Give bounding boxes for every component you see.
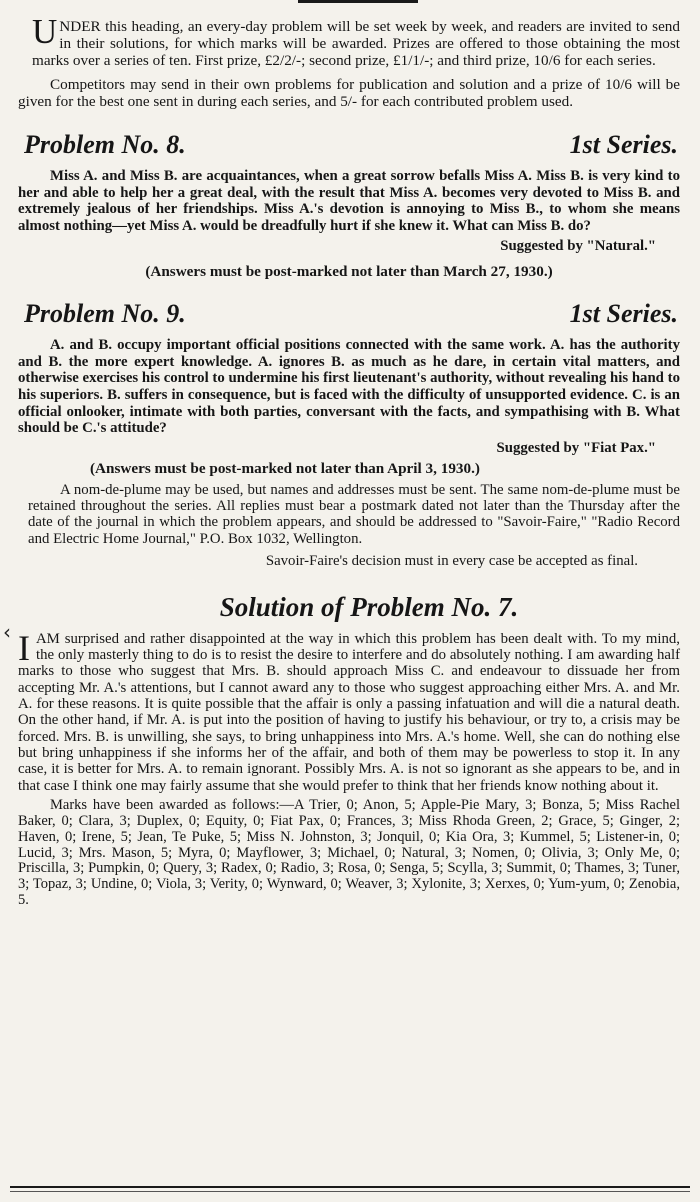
problem-8-suggested-by: Suggested by "Natural." [500, 237, 656, 254]
problem-8-section [18, 130, 680, 281]
problem-9-series: 1st Series. [569, 298, 678, 328]
intro-section [18, 12, 680, 110]
margin-arrow-mark-icon: ‹ [3, 620, 11, 644]
problem-9-postmark-deadline: (Answers must be post-marked not later than April 3, 1930.) [90, 460, 480, 478]
solution-dropcap: I [18, 627, 30, 668]
intro-dropcap: U [32, 12, 58, 51]
problem-9-heading [18, 299, 680, 329]
solution-section [18, 592, 680, 909]
intro-paragraph-1 [18, 12, 680, 70]
problem-8-body: Miss A. and Miss B. are acquaintances, when a great sorrow befalls Miss A. Miss B. is very kind to her and able to help her a great deal, with the result that Miss A. becomes very devoted to Miss B. and extremely jealous of her friendships. Miss A.'s devotion is annoying to Miss B., to whom she means almost nothing—yet Miss A. would be dreadfully hurt if she knew it. What can Miss B. do? [18, 168, 680, 235]
problem-8-title: Problem No. 8. [24, 130, 186, 160]
rules-section [18, 482, 680, 570]
intro-text-1: NDER this heading, an every-day problem will be set week by week, and readers are invited to send in their solutions, for which marks will be awarded. Prizes are offered to those obtaining the most marks over a series of ten. First prize, £2/2/-; second prize, £1/1/-; and third prize, 10/6 for each series. [32, 18, 680, 70]
bottom-rule-thin [10, 1191, 690, 1192]
problem-8-postmark-deadline: (Answers must be post-marked not later than March 27, 1930.) [145, 262, 553, 280]
problem-9-title: Problem No. 9. [24, 298, 186, 328]
solution-marks: Marks have been awarded as follows:—A Trier, 0; Anon, 5; Apple-Pie Mary, 3; Bonza, 5; Miss Rachel Baker, 0; Clara, 3; Duplex, 0; Equity, 0; Fiat Pax, 0; Frances, 3; Miss Rhoda Green, 2; Grace, 5; Ginger, 2; Haven, 0; Irene, 5; Jean, Te Puke, 5; Miss N. Johnston, 3; Jonquil, 0; Kia Ora, 3; Kummel, 5; Listener-in, 0; Lucid, 3; Mrs. Mason, 5; Myra, 0; Mayflower, 3; Michael, 0; Natural, 3; Nomen, 0; Olivia, 3; Only Me, 0; Priscilla, 3; Pumpkin, 0; Query, 3; Radex, 0; Radio, 3; Rosa, 0; Senga, 5; Scylla, 3; Summit, 0; Thames, 3; Tuner, 3; Topaz, 3; Undine, 0; Viola, 3; Verity, 0; Wynward, 0; Weaver, 3; Xylonite, 3; Xerxes, 0; Yum-yum, 0; Zenobia, 5. [18, 796, 680, 909]
solution-body-text: AM surprised and rather disappointed at the way in which this problem has been dealt with. To my mind, the only masterly thing to do is to resist the desire to interfere and do absolutely nothing. I am awarding half marks to those who suggest that Mrs. B. should approach Miss C. and endeavour to dissuade her from accepting Mr. A.'s attentions, but I cannot award any to those who suggest approaching either Mrs. A. and Mr. A. for these reasons. It is quite possible that the affair is only a passing infatuation and will die a natural death. On the other hand, if Mr. A. is put into the position of having to justify his behaviour, or try to, a crisis may be forced. Mrs. B. is unwilling, she says, to bring unhappiness into Mrs. A.'s home. Well, she can do nothing else but bring unhappiness if she informs her of the affair, and both of them may be powerless to stop it. In any case, it is better for Mrs. A. to remain ignorant. Possibly Mrs. A. is not so ignorant as she appears to be, and in that case I think one may fairly assume that she would prefer to think that her friends know nothing about it. [18, 630, 680, 794]
intro-paragraph-2: Competitors may send in their own problems for publication and solution and a prize of 10/6 will be given for the best one sent in during each series, and 5/- for each contributed problem used. [18, 75, 680, 110]
problem-8-series: 1st Series. [569, 130, 678, 160]
solution-title: Solution of Problem No. 7. [219, 591, 519, 622]
problem-9-suggested-by: Suggested by "Fiat Pax." [496, 440, 656, 457]
rules-decision: Savoir-Faire's decision must in every case be accepted as final. [265, 552, 638, 569]
rules-text: A nom-de-plume may be used, but names and addresses must be sent. The same nom-de-plume must be retained throughout the series. All replies must bear a postmark dated not later than the Thursday after the date of the journal in which the problem appears, and should be addressed to "Savoir-Faire," "Radio Record and Electric Home Journal," P.O. Box 1032, Wellington. [28, 482, 680, 547]
top-rule [298, 0, 418, 3]
problem-9-body: A. and B. occupy important official positions connected with the same work. A. has the authority and B. the more expert knowledge. A. ignores B. as much as he dare, in certain vital matters, and otherwise exercises his control to undermine his first lieutenant's authority, without revealing his hand to his superiors. B. suffers in consequence, but is faced with the difficulty of unsupported evidence. C. is an official onlooker, intimate with both parties, conversant with the facts, and sympathising with B. What should be C.'s attitude? [18, 336, 680, 437]
problem-9-section [18, 299, 680, 478]
problem-8-heading [18, 130, 680, 160]
bottom-rule [10, 1186, 690, 1188]
solution-body [18, 627, 680, 794]
page-content [18, 12, 680, 1186]
